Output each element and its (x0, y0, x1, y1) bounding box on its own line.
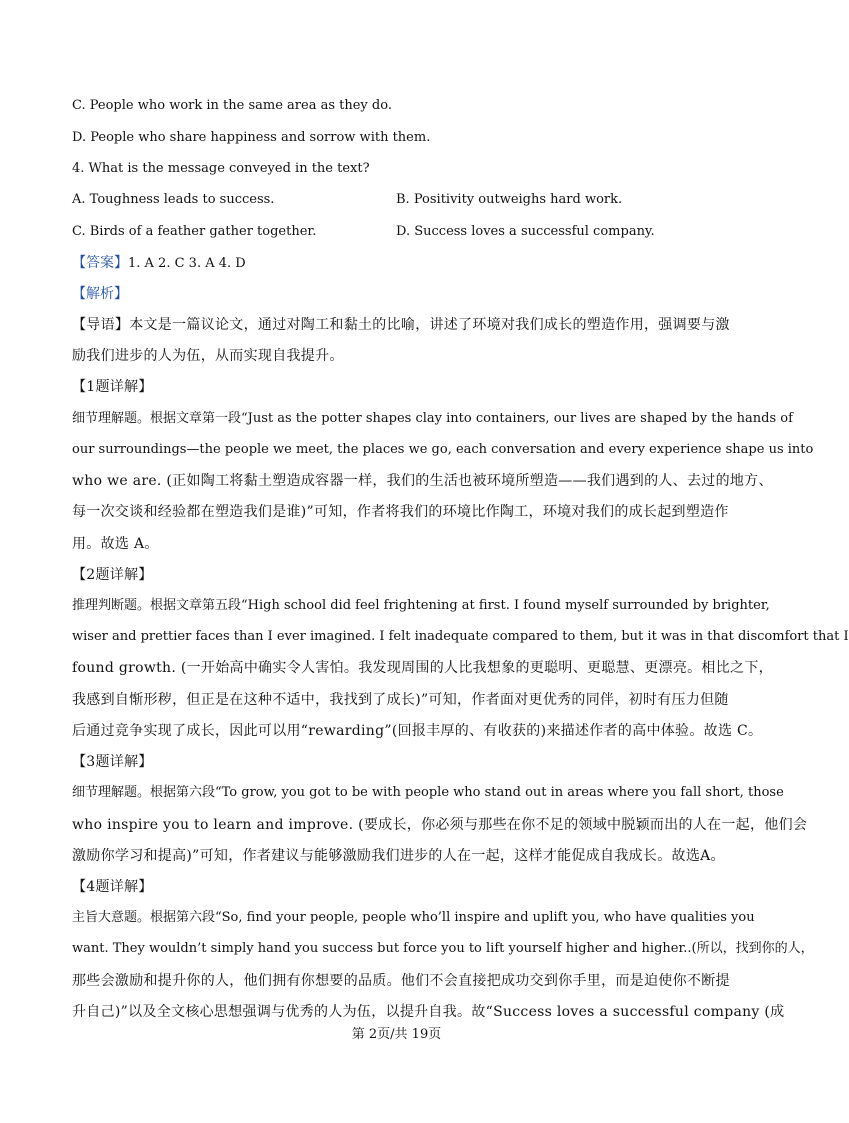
option-d-q3: D. People who share happiness and sorrow with them. (72, 130, 431, 145)
answer-values: 1. A 2. C 3. A 4. D (128, 256, 246, 271)
detail-1-line-5: 用。故选 A。 (72, 536, 159, 552)
option-c-q3: C. People who work in the same area as they do. (72, 98, 392, 113)
question-4: 4. What is the message conveyed in the text? (72, 161, 370, 176)
detail-2-line-1: 推理判断题。根据文章第五段“High school did feel frightening at first. I found myself surrounded by brighter, (72, 598, 770, 613)
detail-4-line-4: 升自己)”以及全文核心思想强调与优秀的人为伍，以提升自我。故“Success loves a successful company (成 (72, 1004, 785, 1020)
detail-4-line-1: 主旨大意题。根据第六段“So, find your people, people who’ll inspire and uplift you, who have qualities you (72, 910, 755, 925)
detail-4-line-2: want. They wouldn’t simply hand you success but force you to lift yourself higher and higher..(所以，找到你的人， (72, 941, 814, 956)
detail-1-line-2: our surroundings—the people we meet, the places we go, each conversation and every experience shape us into (72, 442, 814, 457)
detail-2-line-5: 后通过竞争实现了成长，因此可以用“rewarding”(回报丰厚的、有收获的)来描述作者的高中体验。故选 C。 (72, 723, 763, 739)
detail-1-line-3: who we are. (正如陶工将黏土塑造成容器一样，我们的生活也被环境所塑造——我们遇到的人、去过的地方、 (72, 473, 773, 489)
detail-1-heading: 【1题详解】 (72, 379, 153, 395)
analysis-label: 【解析】 (72, 286, 128, 302)
detail-2-heading: 【2题详解】 (72, 567, 153, 583)
detail-2-line-3: found growth. (一开始高中确实令人害怕。我发现周围的人比我想象的更聪明、更聪慧、更漂亮。相比之下， (72, 660, 773, 676)
option-d-q4: D. Success loves a successful company. (396, 224, 655, 239)
page-number: 第 2页/共 19页 (351, 1027, 442, 1042)
detail-3-heading: 【3题详解】 (72, 754, 153, 770)
intro-line-2: 励我们进步的人为伍，从而实现自我提升。 (72, 348, 344, 364)
detail-4-line-3: 那些会激励和提升你的人，他们拥有你想要的品质。他们不会直接把成功交到你手里，而是迫使你不断提 (72, 973, 730, 989)
detail-4-heading: 【4题详解】 (72, 879, 153, 895)
analysis-tag (72, 285, 725, 304)
answer-tag: 【答案】 (72, 255, 128, 271)
option-a-q4: A. Toughness leads to success. (72, 192, 275, 207)
detail-2-line-4: 我感到自惭形秽，但正是在这种不适中，我找到了成长)”可知，作者面对更优秀的同伴，初时有压力但随 (72, 692, 729, 708)
detail-1-line-1: 细节理解题。根据文章第一段“Just as the potter shapes clay into containers, our lives are shaped by the hands of (72, 411, 793, 426)
detail-3-line-1: 细节理解题。根据第六段“To grow, you got to be with people who stand out in areas where you fall short, those (72, 785, 784, 800)
detail-2-line-2: wiser and prettier faces than I ever imagined. I felt inadequate compared to them, but it was in that discomfort that I (72, 629, 849, 644)
answer-line (72, 254, 725, 273)
detail-3-line-3: 激励你学习和提高)”可知，作者建议与能够激励我们进步的人在一起，这样才能促成自我成长。故选A。 (72, 848, 725, 864)
intro-line-1: 【导语】本文是一篇议论文，通过对陶工和黏土的比喻，讲述了环境对我们成长的塑造作用，强调要与激 (72, 317, 730, 333)
detail-1-line-4: 每一次交谈和经验都在塑造我们是谁)”可知，作者将我们的环境比作陶工，环境对我们的成长起到塑造作 (72, 504, 729, 520)
detail-3-line-2: who inspire you to learn and improve. (要成长，你必须与那些在你不足的领域中脱颖而出的人在一起，他们会 (72, 817, 808, 833)
option-c-q4: C. Birds of a feather gather together. (72, 224, 317, 239)
option-b-q4: B. Positivity outweighs hard work. (396, 192, 623, 207)
